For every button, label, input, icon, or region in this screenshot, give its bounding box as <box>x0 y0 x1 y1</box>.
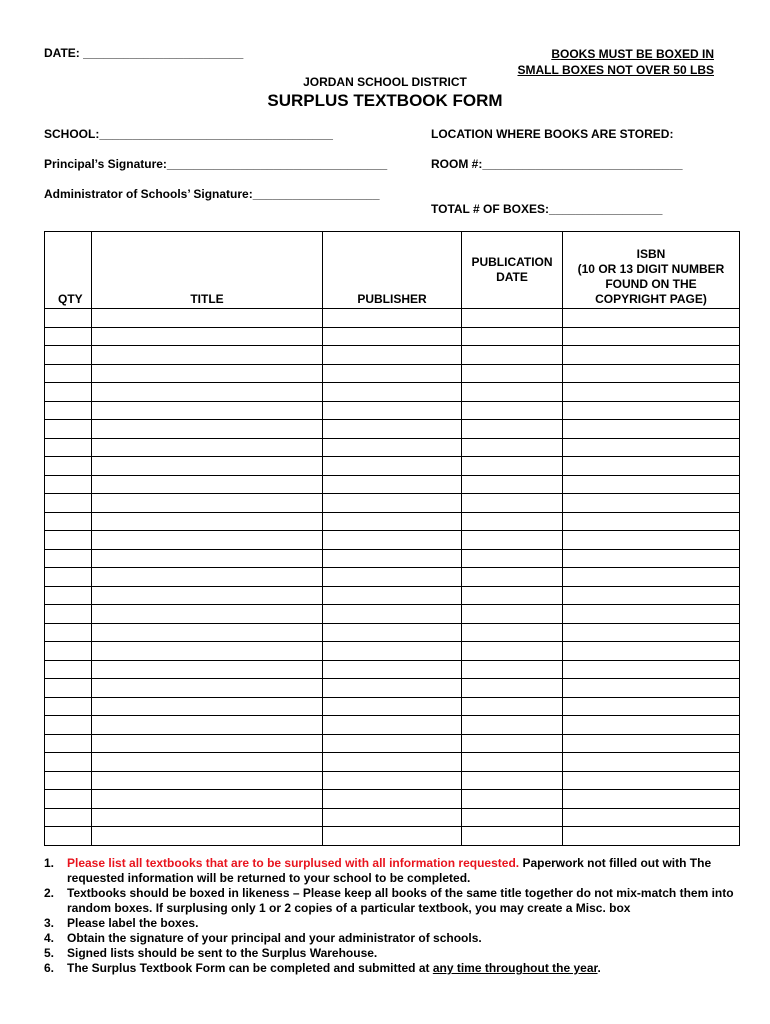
cell-title[interactable] <box>92 771 323 790</box>
instruction-text: Paperwork not filled out with The requested information will be returned to your school to be completed. <box>67 856 712 885</box>
cell-isbn[interactable] <box>563 512 740 531</box>
cell-isbn[interactable] <box>563 771 740 790</box>
table-row <box>45 531 740 550</box>
cell-publisher[interactable] <box>323 438 462 457</box>
cell-publisher[interactable] <box>323 623 462 642</box>
cell-isbn[interactable] <box>563 679 740 698</box>
cell-qty[interactable] <box>45 697 92 716</box>
cell-publication-date[interactable] <box>462 697 563 716</box>
cell-publication-date[interactable] <box>462 309 563 328</box>
table-row <box>45 420 740 439</box>
table-row <box>45 790 740 809</box>
cell-qty[interactable] <box>45 827 92 846</box>
instruction-item <box>44 886 734 916</box>
column-header-title: TITLE <box>92 232 323 309</box>
cell-isbn[interactable] <box>563 364 740 383</box>
instructions-list <box>44 856 734 976</box>
cell-title[interactable] <box>92 327 323 346</box>
cell-qty[interactable] <box>45 568 92 587</box>
table-row <box>45 753 740 772</box>
cell-publication-date[interactable] <box>462 549 563 568</box>
textbook-table <box>44 231 740 846</box>
cell-isbn[interactable] <box>563 309 740 328</box>
cell-publication-date[interactable] <box>462 531 563 550</box>
storage-location-label: LOCATION WHERE BOOKS ARE STORED: <box>431 127 674 141</box>
instruction-item <box>44 856 734 886</box>
cell-qty[interactable] <box>45 586 92 605</box>
cell-qty[interactable] <box>45 549 92 568</box>
cell-publication-date[interactable] <box>462 475 563 494</box>
table-row <box>45 734 740 753</box>
table-row <box>45 309 740 328</box>
cell-title[interactable] <box>92 623 323 642</box>
cell-qty[interactable] <box>45 383 92 402</box>
cell-isbn[interactable] <box>563 420 740 439</box>
column-header-publication-date: PUBLICATION DATE <box>462 232 563 309</box>
cell-publisher[interactable] <box>323 605 462 624</box>
table-row <box>45 383 740 402</box>
cell-publisher[interactable] <box>323 827 462 846</box>
column-header-qty: QTY <box>45 232 92 309</box>
cell-isbn[interactable] <box>563 383 740 402</box>
cell-publication-date[interactable] <box>462 586 563 605</box>
date-field[interactable]: DATE: ________________________ <box>44 46 244 60</box>
cell-qty[interactable] <box>45 642 92 661</box>
cell-isbn[interactable] <box>563 531 740 550</box>
cell-publication-date[interactable] <box>462 771 563 790</box>
cell-publisher[interactable] <box>323 679 462 698</box>
table-row <box>45 623 740 642</box>
cell-title[interactable] <box>92 438 323 457</box>
cell-publication-date[interactable] <box>462 346 563 365</box>
cell-isbn[interactable] <box>563 790 740 809</box>
table-row <box>45 808 740 827</box>
cell-publisher[interactable] <box>323 364 462 383</box>
cell-publication-date[interactable] <box>462 679 563 698</box>
cell-publisher[interactable] <box>323 586 462 605</box>
cell-publisher[interactable] <box>323 549 462 568</box>
cell-publication-date[interactable] <box>462 438 563 457</box>
table-row <box>45 771 740 790</box>
table-row <box>45 586 740 605</box>
cell-qty[interactable] <box>45 531 92 550</box>
cell-publication-date[interactable] <box>462 753 563 772</box>
cell-title[interactable] <box>92 346 323 365</box>
cell-publication-date[interactable] <box>462 512 563 531</box>
cell-publisher[interactable] <box>323 716 462 735</box>
cell-title[interactable] <box>92 697 323 716</box>
cell-publication-date[interactable] <box>462 420 563 439</box>
cell-title[interactable] <box>92 401 323 420</box>
cell-isbn[interactable] <box>563 623 740 642</box>
instruction-emphasis: Please list all textbooks that are to be surplused with all information requested. <box>67 856 520 870</box>
cell-title[interactable] <box>92 309 323 328</box>
instruction-number: 2. <box>44 886 55 900</box>
cell-publisher[interactable] <box>323 401 462 420</box>
cell-publisher[interactable] <box>323 531 462 550</box>
column-header-isbn: ISBN (10 OR 13 DIGIT NUMBER FOUND ON THE COPYRIGHT PAGE) <box>563 232 740 309</box>
cell-publication-date[interactable] <box>462 734 563 753</box>
table-row <box>45 549 740 568</box>
boxing-note-line2: SMALL BOXES NOT OVER 50 LBS <box>517 63 714 77</box>
cell-title[interactable] <box>92 660 323 679</box>
cell-isbn[interactable] <box>563 716 740 735</box>
district-name: JORDAN SCHOOL DISTRICT <box>303 75 467 89</box>
cell-qty[interactable] <box>45 438 92 457</box>
table-row <box>45 660 740 679</box>
administrator-signature-field[interactable]: Administrator of Schools’ Signature:___________________ <box>44 187 380 201</box>
table-row <box>45 642 740 661</box>
cell-publication-date[interactable] <box>462 827 563 846</box>
table-row <box>45 494 740 513</box>
cell-isbn[interactable] <box>563 568 740 587</box>
column-header-publisher: PUBLISHER <box>323 232 462 309</box>
instruction-text: Please label the boxes. <box>67 916 199 930</box>
cell-publisher[interactable] <box>323 420 462 439</box>
cell-publication-date[interactable] <box>462 623 563 642</box>
cell-publisher[interactable] <box>323 697 462 716</box>
cell-qty[interactable] <box>45 771 92 790</box>
cell-qty[interactable] <box>45 753 92 772</box>
cell-publication-date[interactable] <box>462 457 563 476</box>
cell-publisher[interactable] <box>323 346 462 365</box>
cell-isbn[interactable] <box>563 549 740 568</box>
cell-title[interactable] <box>92 679 323 698</box>
cell-title[interactable] <box>92 531 323 550</box>
school-field[interactable]: SCHOOL:___________________________________ <box>44 127 333 141</box>
cell-publisher[interactable] <box>323 327 462 346</box>
cell-title[interactable] <box>92 457 323 476</box>
page-title: SURPLUS TEXTBOOK FORM <box>267 91 503 110</box>
table-header-row <box>45 232 740 309</box>
cell-isbn[interactable] <box>563 808 740 827</box>
cell-qty[interactable] <box>45 475 92 494</box>
cell-isbn[interactable] <box>563 327 740 346</box>
cell-title[interactable] <box>92 364 323 383</box>
cell-title[interactable] <box>92 753 323 772</box>
cell-qty[interactable] <box>45 605 92 624</box>
cell-title[interactable] <box>92 827 323 846</box>
table-row <box>45 512 740 531</box>
cell-publication-date[interactable] <box>462 605 563 624</box>
cell-publication-date[interactable] <box>462 642 563 661</box>
cell-publication-date[interactable] <box>462 568 563 587</box>
cell-isbn[interactable] <box>563 457 740 476</box>
cell-qty[interactable] <box>45 660 92 679</box>
instruction-number: 3. <box>44 916 55 930</box>
cell-qty[interactable] <box>45 790 92 809</box>
cell-publication-date[interactable] <box>462 327 563 346</box>
cell-qty[interactable] <box>45 309 92 328</box>
table-row <box>45 438 740 457</box>
instruction-item <box>44 931 734 946</box>
cell-qty[interactable] <box>45 457 92 476</box>
cell-title[interactable] <box>92 512 323 531</box>
cell-title[interactable] <box>92 605 323 624</box>
cell-publisher[interactable] <box>323 808 462 827</box>
instruction-tail: . <box>597 961 601 975</box>
cell-publisher[interactable] <box>323 753 462 772</box>
cell-publication-date[interactable] <box>462 364 563 383</box>
cell-isbn[interactable] <box>563 660 740 679</box>
boxing-note-line1: BOOKS MUST BE BOXED IN <box>551 47 714 61</box>
cell-publisher[interactable] <box>323 790 462 809</box>
table-row <box>45 327 740 346</box>
cell-isbn[interactable] <box>563 494 740 513</box>
cell-publication-date[interactable] <box>462 808 563 827</box>
table-row <box>45 605 740 624</box>
cell-title[interactable] <box>92 808 323 827</box>
room-number-field[interactable]: ROOM #:______________________________ <box>431 157 683 171</box>
cell-isbn[interactable] <box>563 753 740 772</box>
cell-isbn[interactable] <box>563 734 740 753</box>
cell-publisher[interactable] <box>323 383 462 402</box>
instruction-number: 1. <box>44 856 55 870</box>
table-row <box>45 697 740 716</box>
cell-publisher[interactable] <box>323 642 462 661</box>
cell-isbn[interactable] <box>563 346 740 365</box>
cell-publisher[interactable] <box>323 660 462 679</box>
cell-qty[interactable] <box>45 808 92 827</box>
instruction-text: Textbooks should be boxed in likeness – Please keep all books of the same title together do not mix-match them into random boxes. If surplusing only 1 or 2 copies of a particular textbook, you may create a Misc. box <box>67 886 734 915</box>
cell-publication-date[interactable] <box>462 494 563 513</box>
table-row <box>45 679 740 698</box>
cell-qty[interactable] <box>45 401 92 420</box>
instruction-item <box>44 916 734 931</box>
cell-title[interactable] <box>92 494 323 513</box>
cell-publisher[interactable] <box>323 475 462 494</box>
cell-qty[interactable] <box>45 716 92 735</box>
table-row <box>45 475 740 494</box>
cell-isbn[interactable] <box>563 475 740 494</box>
instruction-text: Signed lists should be sent to the Surplus Warehouse. <box>67 946 378 960</box>
cell-publication-date[interactable] <box>462 790 563 809</box>
cell-title[interactable] <box>92 568 323 587</box>
cell-isbn[interactable] <box>563 642 740 661</box>
instruction-text: The Surplus Textbook Form can be completed and submitted at <box>67 961 433 975</box>
cell-qty[interactable] <box>45 327 92 346</box>
instruction-underlined: any time throughout the year <box>432 961 598 975</box>
instruction-number: 5. <box>44 946 55 960</box>
total-boxes-field[interactable]: TOTAL # OF BOXES:_________________ <box>431 202 663 216</box>
cell-title[interactable] <box>92 790 323 809</box>
principal-signature-field[interactable]: Principal’s Signature:_________________________________ <box>44 157 388 171</box>
cell-isbn[interactable] <box>563 605 740 624</box>
table-row <box>45 346 740 365</box>
cell-title[interactable] <box>92 586 323 605</box>
table-row <box>45 401 740 420</box>
cell-title[interactable] <box>92 642 323 661</box>
cell-title[interactable] <box>92 716 323 735</box>
cell-qty[interactable] <box>45 346 92 365</box>
instruction-number: 4. <box>44 931 55 945</box>
cell-title[interactable] <box>92 475 323 494</box>
cell-publisher[interactable] <box>323 494 462 513</box>
cell-publisher[interactable] <box>323 309 462 328</box>
instruction-item <box>44 961 734 976</box>
instruction-item <box>44 946 734 961</box>
cell-publication-date[interactable] <box>462 660 563 679</box>
boxing-note <box>518 46 714 78</box>
cell-publisher[interactable] <box>323 568 462 587</box>
cell-qty[interactable] <box>45 734 92 753</box>
cell-isbn[interactable] <box>563 827 740 846</box>
instruction-text: Obtain the signature of your principal and your administrator of schools. <box>67 931 482 945</box>
cell-publisher[interactable] <box>323 512 462 531</box>
cell-title[interactable] <box>92 549 323 568</box>
cell-publication-date[interactable] <box>462 401 563 420</box>
table-row <box>45 827 740 846</box>
cell-title[interactable] <box>92 734 323 753</box>
cell-isbn[interactable] <box>563 438 740 457</box>
cell-qty[interactable] <box>45 364 92 383</box>
instruction-number: 6. <box>44 961 55 975</box>
cell-title[interactable] <box>92 383 323 402</box>
cell-publication-date[interactable] <box>462 383 563 402</box>
table-row <box>45 568 740 587</box>
cell-qty[interactable] <box>45 512 92 531</box>
cell-isbn[interactable] <box>563 697 740 716</box>
cell-publisher[interactable] <box>323 457 462 476</box>
cell-qty[interactable] <box>45 420 92 439</box>
table-row <box>45 364 740 383</box>
cell-isbn[interactable] <box>563 401 740 420</box>
cell-qty[interactable] <box>45 623 92 642</box>
cell-publication-date[interactable] <box>462 716 563 735</box>
table-row <box>45 716 740 735</box>
cell-publisher[interactable] <box>323 734 462 753</box>
cell-isbn[interactable] <box>563 586 740 605</box>
cell-title[interactable] <box>92 420 323 439</box>
cell-qty[interactable] <box>45 494 92 513</box>
table-row <box>45 457 740 476</box>
cell-qty[interactable] <box>45 679 92 698</box>
cell-publisher[interactable] <box>323 771 462 790</box>
